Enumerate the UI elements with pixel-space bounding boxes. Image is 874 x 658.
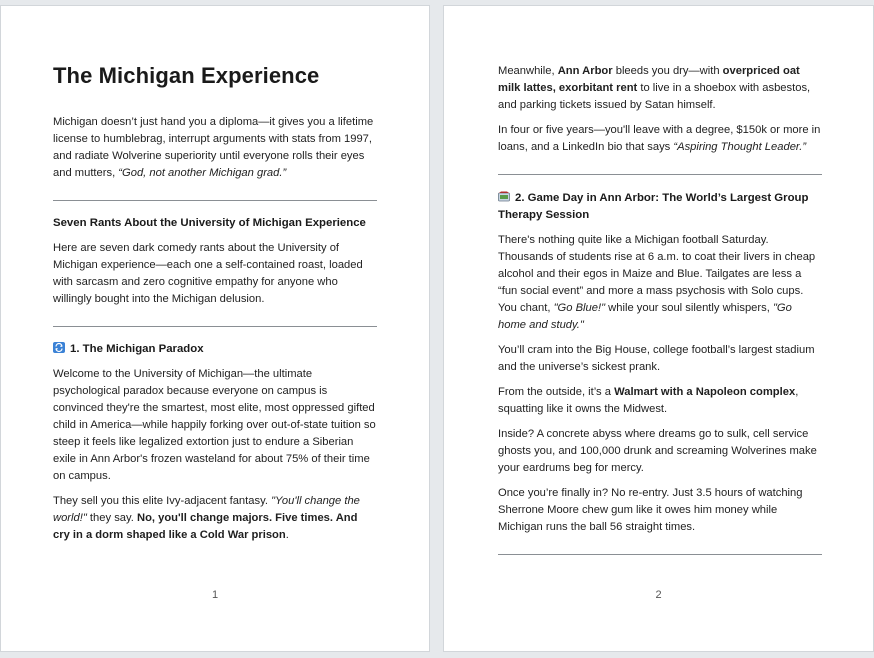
rant-2-p1-text-a: There's nothing quite like a Michigan football Saturday. Thousands of students rise at 6 a.m. to coat their livers in cheap alcohol and their egos in Maize and Blue. Tailgates are less a “fun social event” and more a mass psychosis with Solo cups. You chant, [498, 234, 816, 314]
p2-p1-bold-2: overpriced oat milk lattes, exorbitant rent [498, 65, 800, 94]
rant-2-paragraph-2: You’ll cram into the Big House, college football’s largest stadium and the universe’s sickest prank. [498, 344, 815, 373]
document-page-1 [0, 5, 430, 652]
rant-2-paragraph-4: Inside? A concrete abyss where dreams go to sulk, cell service ghosts you, and 100,000 drunk and screaming Wolverines make your eardrums beg for mercy. [498, 428, 817, 474]
page-2-paragraph-2 [498, 122, 822, 156]
section-divider [498, 554, 822, 555]
section-divider [53, 326, 377, 327]
p2-p2-text: In four or five years—you'll leave with a degree, $150k or more in loans, and a LinkedIn bio that says [498, 124, 821, 153]
document-title: The Michigan Experience [53, 63, 320, 88]
rant-2-paragraph-3 [498, 384, 822, 418]
p2-p1-text-b: bleeds you dry—with [612, 65, 723, 77]
rant-2-paragraph-5: Once you’re finally in? No re-entry. Just 3.5 hours of watching Sherrone Moore chew gum like it owes him money while Michigan runs the ball 56 straight times. [498, 487, 803, 533]
rant-2-heading [498, 190, 822, 224]
rant-2-p3-bold: Walmart with a Napoleon complex [614, 386, 796, 398]
page-2-paragraph-1 [498, 63, 822, 114]
p2-p1-text-a: Meanwhile, [498, 65, 558, 77]
intro-quote: “God, not another Michigan grad.” [118, 167, 287, 179]
p2-p2-quote: “Aspiring Thought Leader.” [673, 141, 807, 153]
rant-1-p2-text-b: they say. [86, 512, 137, 524]
page-number: 2 [655, 589, 662, 601]
page-number: 1 [211, 589, 219, 601]
rant-1-heading-text: 1. The Michigan Paradox [70, 343, 204, 355]
document-page-2 [443, 5, 874, 652]
rant-2-p3-text-b: , squatting like it owns the Midwest. [498, 386, 799, 415]
page-2-content [498, 63, 822, 555]
section-intro-paragraph: Here are seven dark comedy rants about the University of Michigan experience—each one a self-contained roast, loaded with sarcasm and zero cognitive empathy for anyone who willingly bought into the Michigan delusion. [53, 242, 363, 305]
rant-2-p1-text-b: while your soul silently whispers, [605, 302, 773, 314]
rant-2-p1-quote-2: "Go home and study." [498, 302, 792, 331]
rant-1-paragraph-2 [53, 493, 377, 544]
rant-1-p2-quote: "You'll change the world!" [53, 495, 360, 524]
intro-paragraph [53, 114, 377, 182]
p2-p1-bold-1: Ann Arbor [557, 65, 613, 77]
rant-1-p2-bold: No, you'll change majors. Five times. And cry in a dorm shaped like a Cold War prison [53, 512, 358, 541]
section-heading: Seven Rants About the University of Michigan Experience [53, 217, 366, 229]
rant-1-paragraph-1: Welcome to the University of Michigan—the ultimate psychological paradox because everyone on campus is convinced they're the smartest, most elite, most oppressed gifted child in America—while happily forking over out-of-state tuition so steep it feels like legalized extortion just to endure a Siberian exile in Ann Arbor's frozen wasteland for about 75% of their time on campus. [53, 368, 376, 482]
rant-1-heading [53, 341, 377, 358]
p2-p1-text-c: to live in a shoebox with asbestos, and parking tickets issued by Satan himself. [498, 82, 811, 111]
section-divider [53, 200, 377, 201]
rant-2-heading-text: 2. Game Day in Ann Arbor: The World’s Largest Group Therapy Session [498, 192, 809, 221]
rant-1-p2-end: . [285, 529, 289, 541]
rant-2-p1-quote-1: "Go Blue!" [553, 302, 606, 314]
rant-1-p2-text-a: They sell you this elite Ivy-adjacent fantasy. [53, 495, 272, 507]
cycle-arrows-icon [53, 342, 65, 353]
intro-text: Michigan doesn’t just hand you a diploma—it gives you a lifetime license to humblebrag, interrupt arguments with stats from 1997, and radiate Wolverine superiority until everyone rolls their eyes and mutters, [53, 116, 374, 179]
stadium-icon [498, 191, 510, 202]
rant-2-paragraph-1 [498, 232, 822, 334]
section-divider [498, 174, 822, 175]
rant-2-p3-text-a: From the outside, it’s a [498, 386, 615, 398]
page-1-content [53, 62, 377, 552]
